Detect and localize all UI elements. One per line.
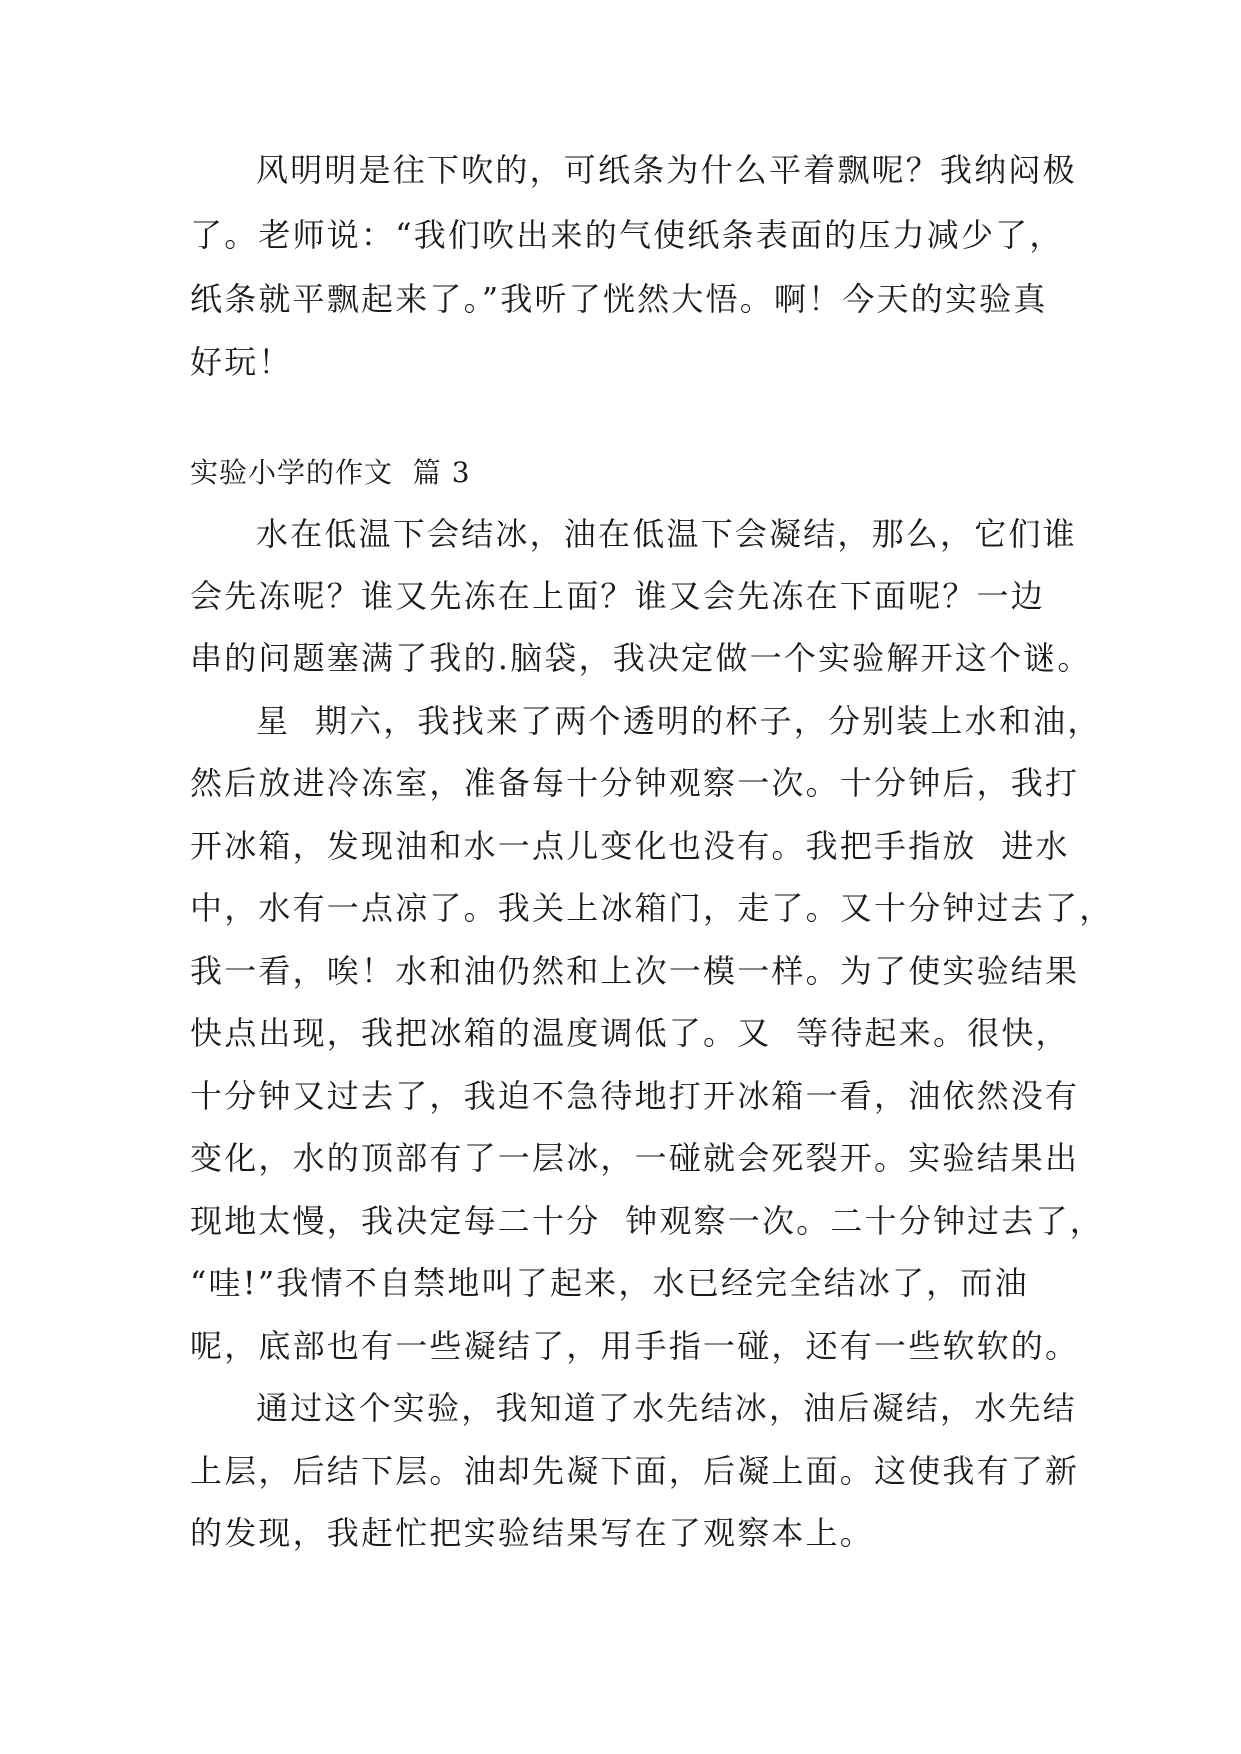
text-line: 会先冻呢？谁又先冻在上面？谁又会先冻在下面呢？一边 <box>190 577 1046 615</box>
text-line: 上层，后结下层。油却先凝下面，后凝上面。这使我有了新 <box>190 1452 1080 1490</box>
text-line: 中，水有一点凉了。我关上冰箱门，走了。又十分钟过去了， <box>190 889 1114 927</box>
text-line: 开冰箱，发现油和水一点儿变化也没有。我把手指放 进水 <box>190 827 1070 865</box>
text-line: 然后放进冷冻室，准备每十分钟观察一次。十分钟后，我打 <box>190 764 1080 802</box>
text-line: 风明明是往下吹的，可纸条为什么平着飘呢？我纳闷极 <box>256 151 1077 189</box>
text-line: 我一看，唉！水和油仍然和上次一模一样。为了使实验结果 <box>190 952 1080 990</box>
text-line: 快点出现，我把冰箱的温度调低了。又 等待起来。很快， <box>190 1014 1070 1052</box>
text-line: 的发现，我赶忙把实验结果写在了观察本上。 <box>190 1514 875 1552</box>
text-line: 十分钟又过去了，我迫不急待地打开冰箱一看，油依然没有 <box>190 1077 1080 1115</box>
text-line: 星 期六，我找来了两个透明的杯子，分别装上水和油， <box>256 702 1102 740</box>
text-line: 现地太慢，我决定每二十分 钟观察一次。二十分钟过去了， <box>190 1202 1104 1240</box>
text-line: 通过这个实验，我知道了水先结冰，油后凝结，水先结 <box>256 1389 1077 1427</box>
text-line: “哇!”我情不自禁地叫了起来，水已经完全结冰了，而油 <box>190 1264 1029 1302</box>
section-heading: 实验小学的作文 篇 3 <box>190 456 471 489</box>
text-line: 呢，底部也有一些凝结了，用手指一碰，还有一些软软的。 <box>190 1327 1080 1365</box>
text-line: 纸条就平飘起来了。”我听了恍然大悟。啊！今天的实验真 <box>190 280 1048 318</box>
text-line: 变化，水的顶部有了一层冰，一碰就会死裂开。实验结果出 <box>190 1139 1080 1177</box>
text-line: 好玩！ <box>190 343 293 381</box>
text-line: 了。老师说：“我们吹出来的气使纸条表面的压力减少了， <box>190 216 1064 254</box>
text-line: 水在低温下会结冰，油在低温下会凝结，那么，它们谁 <box>256 515 1077 553</box>
text-line: 串的问题塞满了我的.脑袋，我决定做一个实验解开这个谜。 <box>190 639 1092 677</box>
